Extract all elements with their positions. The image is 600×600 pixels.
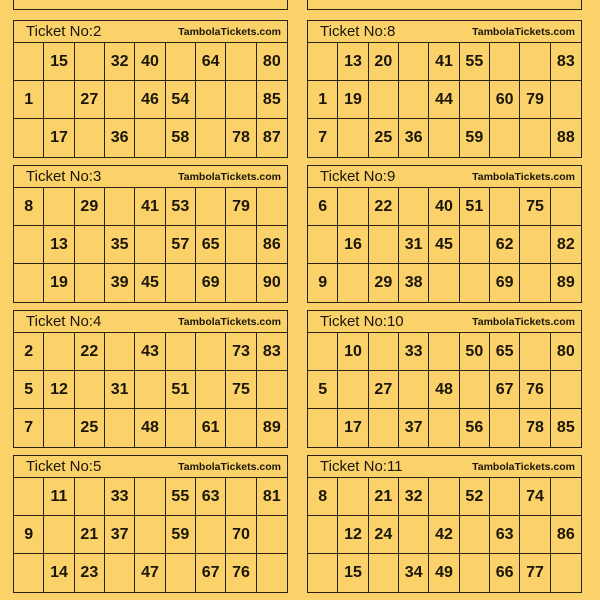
ticket-header [308,311,581,333]
ticket-cell: 27 [75,81,105,119]
ticket-cell [166,264,196,302]
ticket-cell [551,371,581,409]
ticket-cell: 19 [44,264,74,302]
ticket-cell [14,226,44,264]
ticket-cell [105,333,135,371]
ticket-cell [14,554,44,592]
ticket-cell [460,516,490,554]
ticket-cell: 67 [196,554,226,592]
ticket-header [14,166,287,188]
ticket-cell [308,516,338,554]
ticket-cell: 10 [338,333,368,371]
site-name: TambolaTickets.com [472,25,575,38]
ticket-cell: 40 [429,188,459,226]
site-name: TambolaTickets.com [472,460,575,473]
ticket-cell: 80 [551,333,581,371]
ticket-cell: 31 [105,371,135,409]
ticket-cell: 37 [399,409,429,447]
ticket-cell: 83 [551,43,581,81]
ticket-cell: 33 [399,333,429,371]
ticket-cell [399,81,429,119]
ticket-cell: 63 [490,516,520,554]
ticket-cell: 46 [135,81,165,119]
ticket-number: Ticket No:9 [320,168,396,185]
ticket-cell: 7 [14,409,44,447]
ticket-number: Ticket No:3 [26,168,102,185]
ticket-cell: 37 [105,516,135,554]
ticket-cell: 62 [490,226,520,264]
ticket-cell: 58 [166,119,196,157]
ticket-cell [105,554,135,592]
ticket-cell [399,188,429,226]
ticket-cell: 34 [399,554,429,592]
ticket-cell: 86 [257,226,287,264]
ticket-cell: 78 [520,409,550,447]
ticket-grid [14,188,287,302]
ticket-cell [257,554,287,592]
ticket-cell: 83 [257,333,287,371]
ticket-cell: 45 [429,226,459,264]
ticket-cell: 41 [135,188,165,226]
ticket-card [307,455,582,593]
ticket-cell [520,333,550,371]
ticket-cell [520,516,550,554]
ticket-cell [308,226,338,264]
ticket-cell [226,409,256,447]
ticket-cell: 67 [490,371,520,409]
ticket-cell [490,409,520,447]
ticket-cell [369,81,399,119]
ticket-number: Ticket No:2 [26,23,102,40]
ticket-grid [308,478,581,592]
ticket-cell: 39 [105,264,135,302]
ticket-cell: 27 [369,371,399,409]
ticket-cell [551,554,581,592]
previous-ticket-stub-right [307,0,582,10]
ticket-cell [14,119,44,157]
ticket-cell [551,478,581,516]
ticket-cell: 22 [369,188,399,226]
ticket-header [14,456,287,478]
ticket-cell [369,226,399,264]
ticket-cell [308,333,338,371]
ticket-cell: 25 [75,409,105,447]
ticket-grid [14,43,287,157]
ticket-grid [308,43,581,157]
ticket-cell: 23 [75,554,105,592]
ticket-cell: 53 [166,188,196,226]
ticket-cell [196,119,226,157]
ticket-cell [105,81,135,119]
ticket-cell: 15 [44,43,74,81]
ticket-cell [75,264,105,302]
ticket-cell [135,226,165,264]
ticket-grid [308,333,581,447]
ticket-cell: 81 [257,478,287,516]
ticket-cell: 73 [226,333,256,371]
ticket-header [308,166,581,188]
ticket-card [13,20,288,158]
ticket-cell [460,554,490,592]
ticket-cell [520,119,550,157]
ticket-cell [520,226,550,264]
ticket-cell: 5 [308,371,338,409]
ticket-cell: 13 [338,43,368,81]
ticket-cell [196,188,226,226]
ticket-cell: 14 [44,554,74,592]
ticket-cell: 59 [166,516,196,554]
ticket-cell: 55 [460,43,490,81]
ticket-cell [14,43,44,81]
ticket-cell: 1 [308,81,338,119]
ticket-cell [105,409,135,447]
ticket-number: Ticket No:5 [26,458,102,475]
ticket-cell: 51 [166,371,196,409]
ticket-number: Ticket No:4 [26,313,102,330]
ticket-cell [308,554,338,592]
ticket-cell [490,478,520,516]
ticket-cell [369,409,399,447]
ticket-cell [166,43,196,81]
ticket-cell: 87 [262,129,281,146]
ticket-cell: 52 [460,478,490,516]
ticket-cell: 48 [429,371,459,409]
ticket-cell [166,333,196,371]
ticket-cell: 89 [556,274,575,291]
ticket-cell [14,478,44,516]
ticket-cell: 44 [429,81,459,119]
ticket-card [307,310,582,448]
ticket-cell [196,371,226,409]
ticket-cell [44,409,74,447]
ticket-cell [490,43,520,81]
ticket-cell [75,478,105,516]
ticket-cell: 21 [369,478,399,516]
ticket-cell: 9 [14,516,44,554]
ticket-cell: 11 [44,478,74,516]
ticket-cell [338,188,368,226]
ticket-cell: 79 [520,81,550,119]
ticket-cell [44,81,74,119]
ticket-cell [257,516,287,554]
ticket-cell [44,188,74,226]
ticket-cell: 66 [490,554,520,592]
ticket-cell [226,81,256,119]
ticket-header [308,456,581,478]
ticket-cell [226,478,256,516]
ticket-cell: 63 [196,478,226,516]
ticket-cell [308,409,338,447]
site-name: TambolaTickets.com [472,170,575,183]
ticket-cell [399,516,429,554]
ticket-cell [429,478,459,516]
ticket-cell: 24 [369,516,399,554]
ticket-cell: 89 [262,419,281,436]
ticket-cell [14,264,44,302]
ticket-cell [460,81,490,119]
ticket-cell [166,554,196,592]
ticket-number: Ticket No:11 [320,458,403,475]
ticket-cell [135,371,165,409]
ticket-cell: 60 [490,81,520,119]
ticket-cell: 76 [226,554,256,592]
ticket-cell: 61 [196,409,226,447]
ticket-cell: 20 [369,43,399,81]
ticket-cell: 1 [14,81,44,119]
ticket-cell: 12 [44,371,74,409]
ticket-cell [490,188,520,226]
ticket-cell: 90 [262,274,281,291]
ticket-cell [369,554,399,592]
ticket-cell: 76 [520,371,550,409]
ticket-cell: 7 [308,119,338,157]
ticket-number: Ticket No:10 [320,313,404,330]
ticket-cell: 50 [460,333,490,371]
ticket-card [13,310,288,448]
ticket-cell: 19 [338,81,368,119]
ticket-cell [338,371,368,409]
ticket-cell: 17 [44,119,74,157]
previous-ticket-stub-left [13,0,288,10]
ticket-cell: 35 [105,226,135,264]
ticket-cell: 74 [520,478,550,516]
ticket-cell: 32 [105,43,135,81]
ticket-cell [166,409,196,447]
ticket-cell: 56 [460,409,490,447]
site-name: TambolaTickets.com [178,315,281,328]
ticket-card [13,455,288,593]
ticket-grid [308,188,581,302]
ticket-cell: 15 [338,554,368,592]
ticket-cell [429,409,459,447]
ticket-cell [429,264,459,302]
ticket-cell: 85 [556,419,575,436]
ticket-cell [399,371,429,409]
ticket-header [14,311,287,333]
ticket-cell: 29 [369,264,399,302]
ticket-cell [226,264,256,302]
ticket-cell: 75 [226,371,256,409]
ticket-cell: 45 [135,264,165,302]
ticket-cell: 31 [399,226,429,264]
ticket-cell [520,43,550,81]
ticket-cell: 51 [460,188,490,226]
ticket-cell: 36 [399,119,429,157]
site-name: TambolaTickets.com [178,460,281,473]
ticket-cell: 43 [135,333,165,371]
ticket-cell: 75 [520,188,550,226]
ticket-cell: 49 [429,554,459,592]
ticket-cell: 2 [14,333,44,371]
ticket-cell [429,333,459,371]
ticket-card [307,20,582,158]
ticket-cell [257,188,287,226]
ticket-cell: 65 [490,333,520,371]
ticket-cell: 40 [135,43,165,81]
ticket-cell [460,226,490,264]
ticket-cell [75,119,105,157]
ticket-cell: 70 [226,516,256,554]
ticket-cell: 64 [196,43,226,81]
ticket-cell [44,516,74,554]
ticket-cell: 69 [490,264,520,302]
ticket-cell [338,119,368,157]
ticket-cell [551,188,581,226]
ticket-cell: 77 [520,554,550,592]
ticket-cell: 5 [14,371,44,409]
ticket-cell: 29 [75,188,105,226]
ticket-cell [369,333,399,371]
ticket-cell [551,81,581,119]
ticket-cell: 85 [257,81,287,119]
ticket-cell: 38 [399,264,429,302]
ticket-cell: 25 [369,119,399,157]
ticket-cell: 82 [551,226,581,264]
ticket-cell [490,119,520,157]
ticket-cell [135,478,165,516]
ticket-cell: 8 [14,188,44,226]
site-name: TambolaTickets.com [178,170,281,183]
ticket-grid [14,478,287,592]
ticket-cell [44,333,74,371]
ticket-cell: 88 [556,129,575,146]
ticket-cell [75,226,105,264]
ticket-cell: 78 [226,119,256,157]
site-name: TambolaTickets.com [178,25,281,38]
ticket-cell: 8 [308,478,338,516]
ticket-cell [135,516,165,554]
ticket-cell [257,371,287,409]
ticket-cell: 33 [105,478,135,516]
ticket-cell: 59 [460,119,490,157]
ticket-cell: 22 [75,333,105,371]
ticket-cell [338,478,368,516]
ticket-cell [226,43,256,81]
ticket-cell [196,333,226,371]
ticket-cell [135,119,165,157]
ticket-cell: 12 [338,516,368,554]
ticket-cell [460,264,490,302]
ticket-cell: 41 [429,43,459,81]
ticket-cell [308,43,338,81]
ticket-cell: 79 [226,188,256,226]
ticket-cell: 16 [338,226,368,264]
site-name: TambolaTickets.com [472,315,575,328]
ticket-cell [196,81,226,119]
ticket-cell: 6 [308,188,338,226]
ticket-cell [75,371,105,409]
ticket-cell [460,371,490,409]
ticket-number: Ticket No:8 [320,23,396,40]
ticket-cell: 32 [399,478,429,516]
ticket-cell [226,226,256,264]
ticket-cell: 65 [196,226,226,264]
ticket-cell: 57 [166,226,196,264]
ticket-cell [520,264,550,302]
ticket-cell: 9 [308,264,338,302]
ticket-cell [399,43,429,81]
ticket-card [13,165,288,303]
ticket-cell: 86 [551,516,581,554]
ticket-cell: 48 [135,409,165,447]
ticket-header [308,21,581,43]
ticket-cell: 17 [338,409,368,447]
ticket-header [14,21,287,43]
ticket-cell: 55 [166,478,196,516]
ticket-cell [105,188,135,226]
ticket-card [307,165,582,303]
ticket-cell: 47 [135,554,165,592]
ticket-cell [429,119,459,157]
ticket-cell: 69 [196,264,226,302]
ticket-cell [75,43,105,81]
ticket-cell: 42 [429,516,459,554]
ticket-cell: 54 [166,81,196,119]
ticket-cell [338,264,368,302]
ticket-cell [196,516,226,554]
ticket-cell: 21 [75,516,105,554]
ticket-grid [14,333,287,447]
ticket-cell: 36 [105,119,135,157]
ticket-cell: 13 [44,226,74,264]
ticket-cell: 80 [257,43,287,81]
